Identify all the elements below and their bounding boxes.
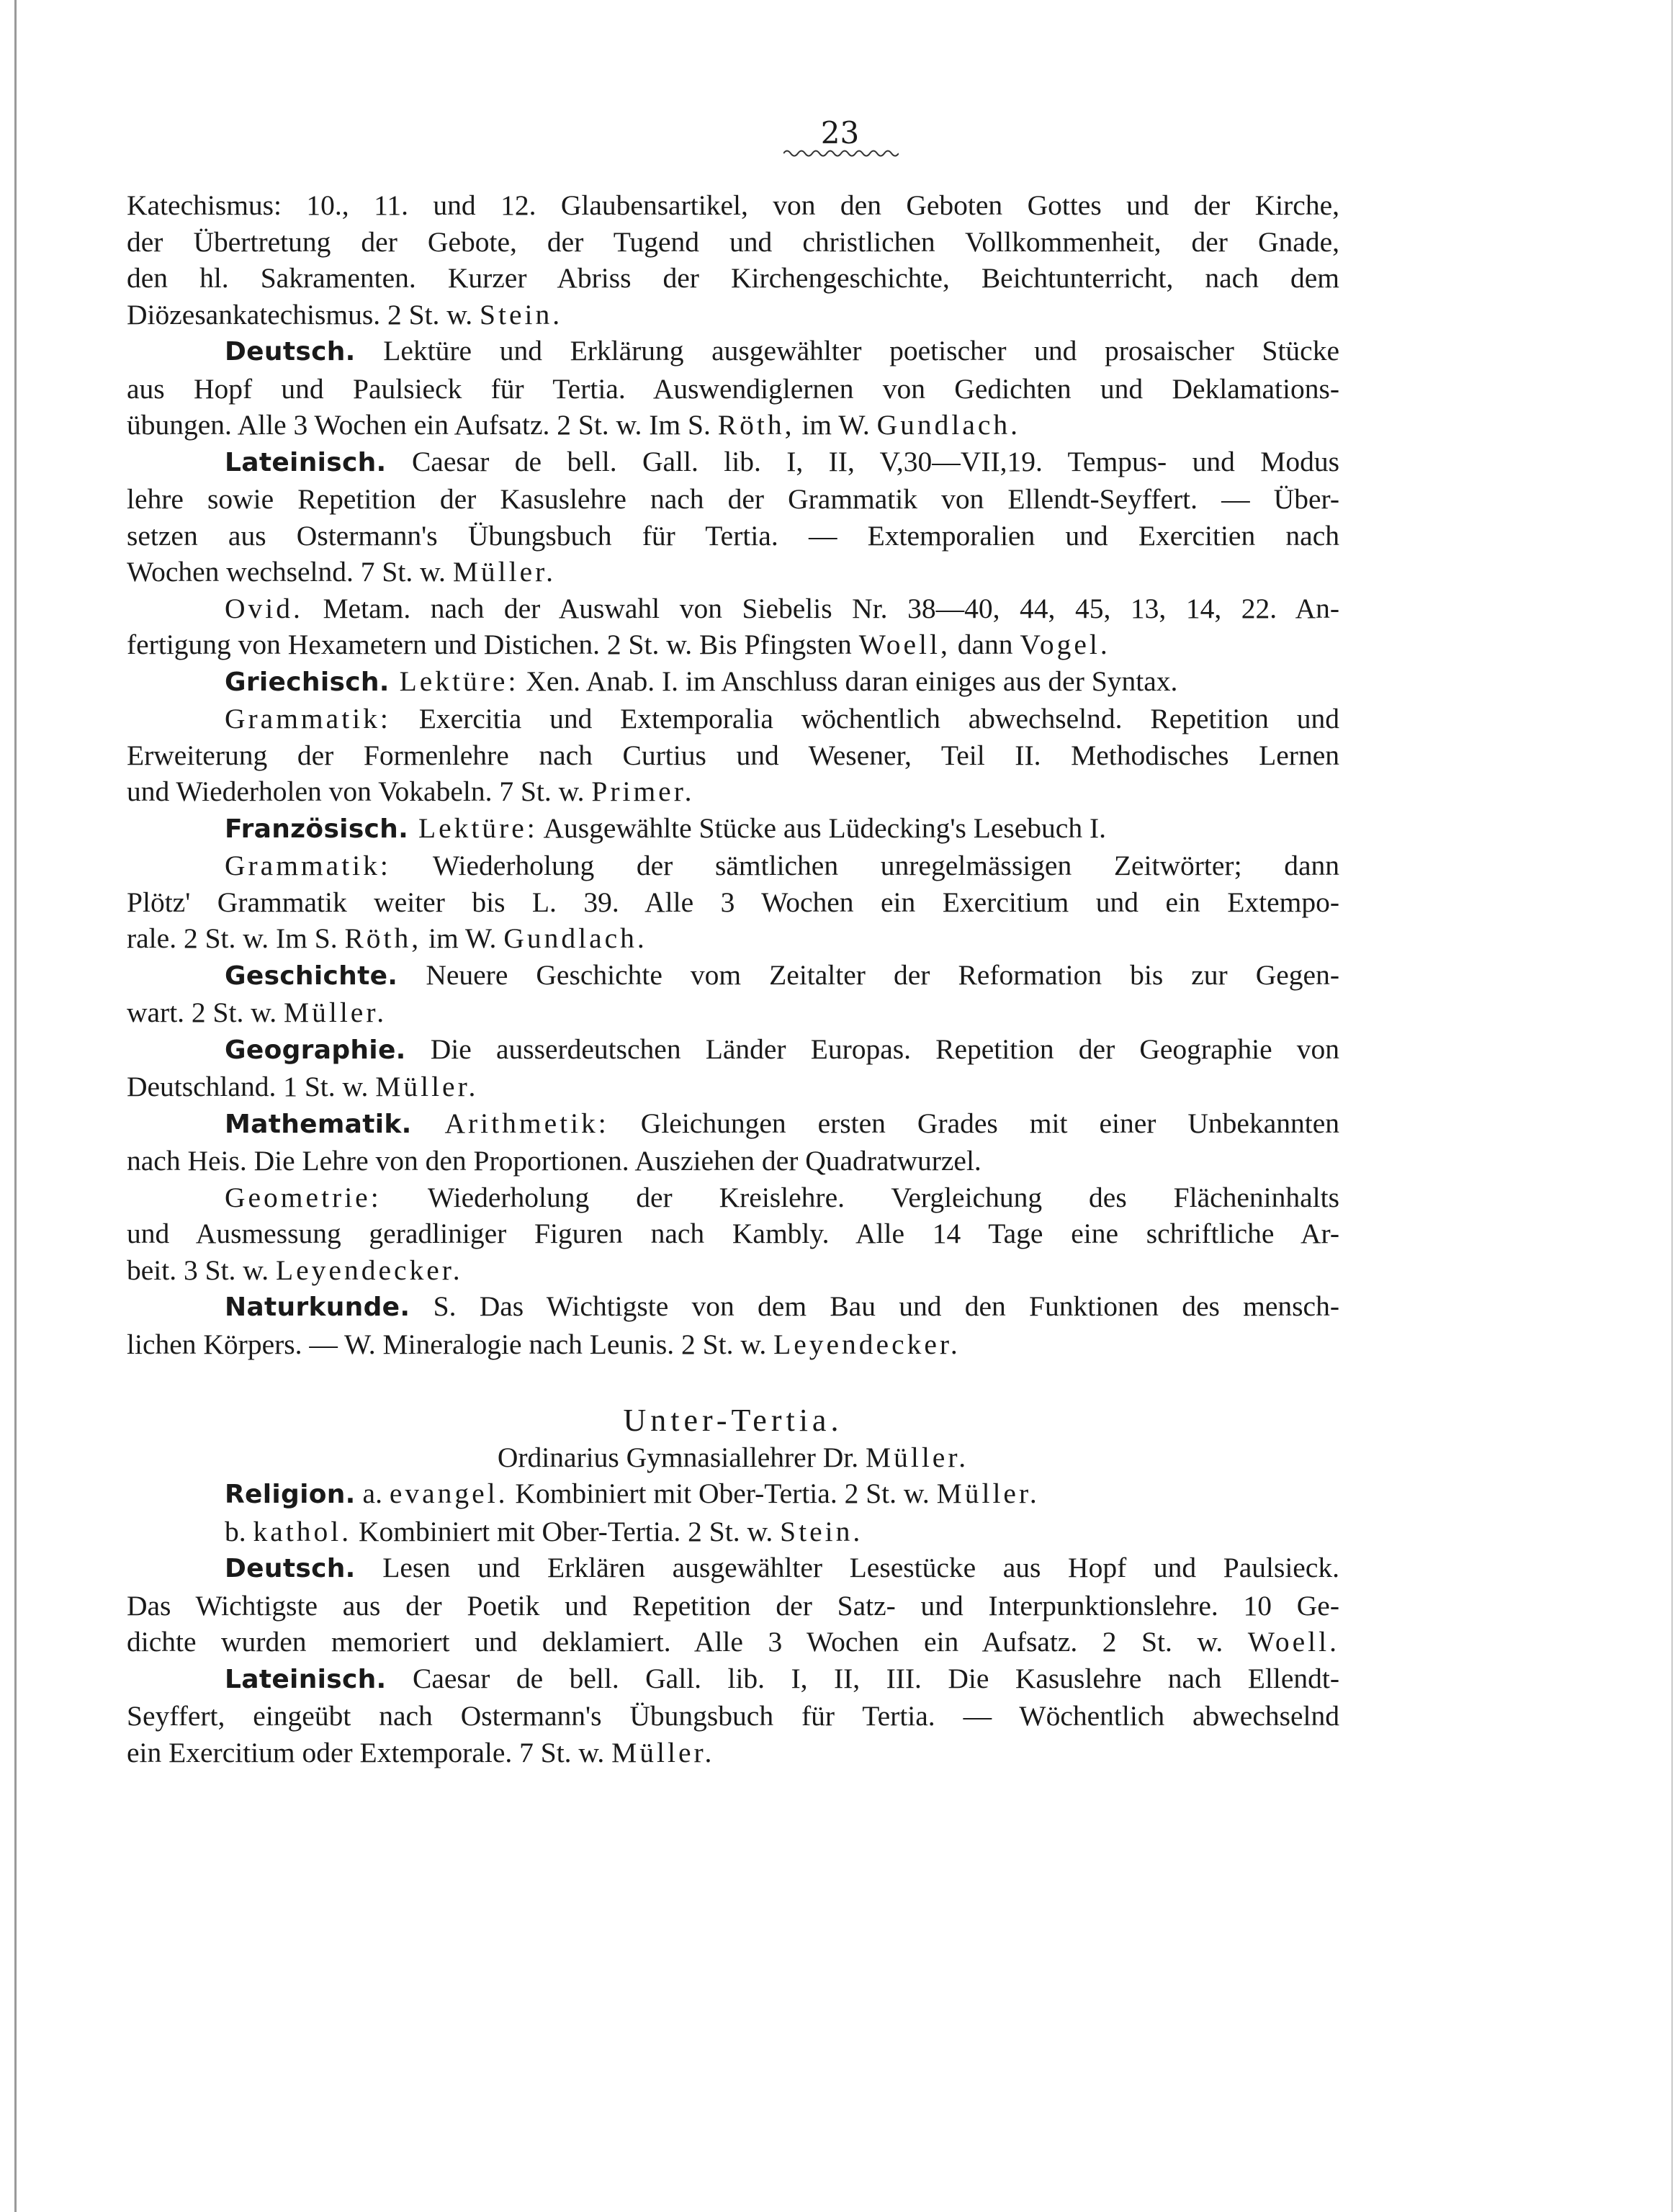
text-line [127, 1326, 1339, 1363]
spaced-emphasis: Geometrie: [225, 1181, 382, 1213]
subject-block-ober-tertia [127, 187, 1339, 1362]
spaced-emphasis: Müller. [283, 997, 387, 1028]
text-line [127, 848, 1339, 884]
line-text: lichen Körpers. — W. Mineralogie nach Leunis. 2 St. w. [127, 1328, 774, 1360]
subject-heading: Mathematik. [225, 1109, 412, 1139]
spaced-emphasis: Gundlach. [503, 922, 647, 954]
line-text: Kombiniert mit Ober-Tertia. 2 St. w. [508, 1478, 937, 1509]
ordinarius-label: Ordinarius Gymnasiallehrer Dr. [497, 1441, 866, 1473]
spaced-emphasis: Arithmetik: [411, 1107, 609, 1139]
spaced-emphasis: Lektüre: [389, 665, 519, 697]
text-line [127, 994, 1339, 1031]
text-line [127, 554, 1339, 590]
text-line [127, 1660, 1339, 1699]
text-line [127, 1514, 1339, 1550]
line-text: Die ausserdeutschen Länder Europas. Repetition der Geographie von [405, 1033, 1339, 1065]
subject-heading: Lateinisch. [225, 1664, 387, 1694]
spaced-emphasis: Müller. [452, 556, 557, 588]
subject-heading: Griechisch. [225, 667, 390, 697]
spaced-emphasis: Müller. [611, 1736, 715, 1768]
spaced-emphasis: Stein. [480, 298, 563, 331]
text-line [127, 1588, 1339, 1624]
line-text: Wiederholung der Kreislehre. Vergleichung des Flächeninhalts [381, 1181, 1339, 1213]
spaced-emphasis: Woell, [858, 629, 951, 660]
spaced-emphasis: Vogel. [1020, 629, 1110, 660]
text-line [127, 920, 1339, 957]
line-text: Wochen wechselnd. 7 St. w. [127, 556, 453, 588]
line-text: Kombiniert mit Ober-Tertia. 2 St. w. [351, 1515, 781, 1547]
text-line [127, 1252, 1339, 1289]
spaced-emphasis: Grammatik: [225, 703, 391, 734]
text-line [127, 444, 1339, 482]
line-text: Neuere Geschichte vom Zeitalter der Reformation bis zur Gegen- [397, 958, 1339, 991]
spaced-emphasis: Müller. [375, 1071, 479, 1102]
subject-heading: Französisch. [225, 814, 409, 844]
text-line [127, 590, 1339, 627]
scan-edge-right [1671, 0, 1673, 2212]
line-text: Caesar de bell. Gall. lib. I, II, III. Die Kasuslehre nach Ellendt- [386, 1662, 1339, 1694]
text-line [127, 371, 1339, 408]
scan-edge-left [14, 0, 17, 2212]
line-text: Wiederholung der sämtlichen unregelmässigen Zeitwörter; dann [390, 850, 1339, 881]
line-text: Caesar de bell. Gall. lib. I, II, V,30—VII,19. Tempus- und Modus [386, 445, 1339, 477]
spaced-emphasis: Leyendecker. [773, 1328, 961, 1360]
line-text: setzen aus Ostermann's Übungsbuch für Tertia. — Extemporalien und Exercitien nach [127, 519, 1339, 552]
line-text: a. [355, 1478, 390, 1509]
line-text: Metam. nach der Auswahl von Siebelis Nr. 38—40, 44, 45, 13, 14, 22. An- [302, 592, 1339, 624]
text-line [127, 260, 1339, 297]
spaced-emphasis: evangel. [389, 1478, 508, 1509]
text-line [127, 957, 1339, 995]
spaced-emphasis: kathol. [253, 1515, 352, 1547]
line-text: b. [225, 1515, 253, 1547]
text-line [127, 1143, 1339, 1179]
spaced-emphasis: Stein. [780, 1515, 863, 1547]
line-text: rale. 2 St. w. Im S. [127, 922, 345, 954]
line-text: Xen. Anab. I. im Anschluss daran einiges aus der Syntax. [518, 665, 1178, 697]
line-text: wart. 2 St. w. [127, 997, 284, 1028]
subject-heading: Geschichte. [225, 961, 398, 991]
text-line [127, 518, 1339, 554]
section-title: Unter-Tertia. [623, 1403, 843, 1438]
line-text: der Übertretung der Gebote, der Tugend und christlichen Vollkommenheit, der Gnade, [127, 225, 1339, 258]
spaced-emphasis: Primer. [591, 775, 695, 807]
text-line [127, 1031, 1339, 1069]
line-text: Deutschland. 1 St. w. [127, 1071, 376, 1102]
text-line [127, 1179, 1339, 1216]
text-line [127, 407, 1339, 444]
line-text: Lektüre und Erklärung ausgewählter poetischer und prosaischer Stücke [355, 335, 1339, 367]
text-line [127, 1550, 1339, 1588]
line-text: lehre sowie Repetition der Kasuslehre nach der Grammatik von Ellendt-Seyffert. — Über- [127, 483, 1339, 515]
line-text: nach Heis. Die Lehre von den Proportionen. Ausziehen der Quadratwurzel. [127, 1145, 982, 1177]
text-line [127, 626, 1339, 663]
line-text: beit. 3 St. w. [127, 1254, 277, 1286]
page-number: 23 [820, 115, 860, 150]
line-text: aus Hopf und Paulsieck für Tertia. Auswendiglernen von Gedichten und Deklamations- [127, 372, 1339, 405]
subject-heading: Geographie. [225, 1035, 406, 1065]
text-line [127, 187, 1339, 224]
line-text: S. Das Wichtigste von dem Bau und den Funktionen des mensch- [410, 1290, 1339, 1322]
spaced-emphasis: Gundlach. [876, 409, 1021, 441]
text-line [127, 663, 1339, 701]
text-line [127, 1475, 1339, 1514]
text-line [127, 1069, 1339, 1105]
text-line [127, 1698, 1339, 1735]
text-line [127, 1288, 1339, 1326]
text-line [127, 810, 1339, 848]
line-text: im W. [794, 409, 877, 441]
line-text: dann [950, 629, 1020, 660]
line-text: übungen. Alle 3 Wochen ein Aufsatz. 2 St. w. Im S. [127, 409, 718, 441]
text-line [127, 1624, 1339, 1660]
line-text: Diözesankatechismus. 2 St. w. [127, 298, 480, 331]
line-text: fertigung von Hexametern und Distichen. 2 St. w. Bis Pfingsten [127, 629, 859, 660]
subject-heading: Deutsch. [225, 337, 356, 367]
text-line [127, 773, 1339, 810]
line-text: Ausgewählte Stücke aus Lüdecking's Lesebuch I. [537, 811, 1106, 844]
text-line [127, 481, 1339, 518]
line-text: und Ausmessung geradliniger Figuren nach Kambly. Alle 14 Tage eine schriftliche Ar- [127, 1218, 1339, 1249]
subject-heading: Naturkunde. [225, 1292, 410, 1322]
line-text: den hl. Sakramenten. Kurzer Abriss der Kirchengeschichte, Beichtunterricht, nach dem [127, 262, 1339, 294]
ordinarius-name: Müller. [865, 1441, 969, 1473]
subject-heading: Deutsch. [225, 1554, 356, 1583]
text-line [127, 1735, 1339, 1771]
line-text: Gleichungen ersten Grades mit einer Unbekannten [608, 1107, 1339, 1139]
line-text: Plötz' Grammatik weiter bis L. 39. Alle 3 Wochen ein Exercitium und ein Extempo- [127, 886, 1339, 918]
spaced-emphasis: Woell. [1247, 1626, 1339, 1658]
line-text: Das Wichtigste aus der Poetik und Repetition der Satz- und Interpunktionslehre. 10 Ge- [127, 1589, 1339, 1622]
line-text: Lesen und Erklären ausgewählter Lesestücke aus Hopf und Paulsieck. [355, 1552, 1339, 1583]
line-text: ein Exercitium oder Extemporale. 7 St. w. [127, 1736, 612, 1768]
section-gap [127, 1362, 1339, 1403]
spaced-emphasis: Leyendecker. [276, 1254, 463, 1286]
line-text: im W. [421, 922, 504, 954]
subject-heading: Religion. [225, 1480, 356, 1509]
section-ordinarius [127, 1439, 1339, 1476]
text-line [127, 701, 1339, 737]
line-text: dichte wurden memoriert und deklamiert. Alle 3 Wochen ein Aufsatz. 2 St. w. [127, 1626, 1248, 1658]
spaced-emphasis: Ovid. [225, 592, 303, 624]
spaced-emphasis: Röth, [344, 922, 422, 954]
spaced-emphasis: Lektüre: [408, 811, 538, 844]
line-text: Katechismus: 10., 11. und 12. Glaubensartikel, von den Geboten Gottes und der Kirche, [127, 189, 1339, 221]
text-line [127, 737, 1339, 774]
line-text: und Wiederholen von Vokabeln. 7 St. w. [127, 775, 592, 807]
spaced-emphasis: Grammatik: [225, 850, 391, 881]
subject-heading: Lateinisch. [225, 447, 387, 477]
text-line [127, 224, 1339, 261]
subject-block-unter-tertia [127, 1475, 1339, 1771]
text-line [127, 1215, 1339, 1252]
line-text: Exercitia und Extemporalia wöchentlich abwechselnd. Repetition und [390, 703, 1339, 734]
text-line [127, 333, 1339, 371]
spaced-emphasis: Müller. [936, 1478, 1040, 1509]
spaced-emphasis: Röth, [717, 409, 795, 441]
page-number-ornament [783, 148, 899, 158]
text-line [127, 297, 1339, 333]
text-line [127, 884, 1339, 921]
text-line [127, 1105, 1339, 1143]
line-text: Seyffert, eingeübt nach Ostermann's Übungsbuch für Tertia. — Wöchentlich abwechselnd [127, 1700, 1339, 1732]
body-text [127, 187, 1339, 1771]
line-text: Erweiterung der Formenlehre nach Curtius und Wesener, Teil II. Methodisches Lernen [127, 739, 1339, 771]
